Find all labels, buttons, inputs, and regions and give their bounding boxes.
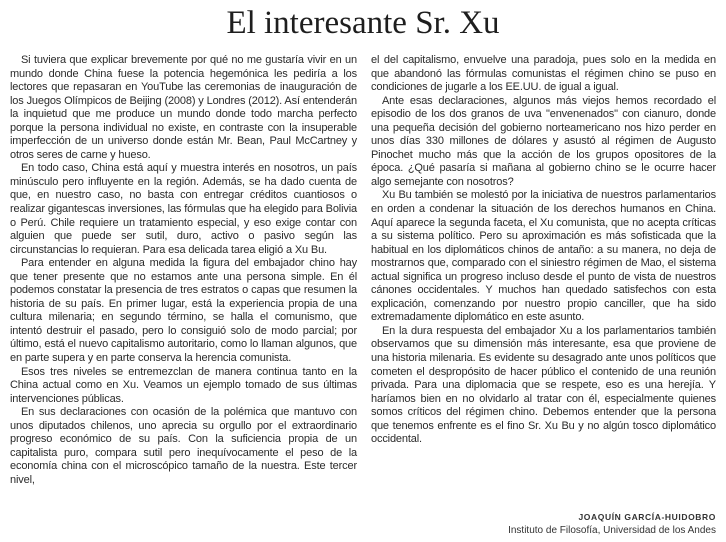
paragraph-continuation: el del capitalismo, envuelve una paradoja, pues solo en la medida en que abandonó las fórmulas comunistas el régimen chino se puso en condiciones de jugarle a los EE.UU. de igual a igual. xyxy=(371,54,716,94)
author-name: JOAQUÍN GARCÍA-HUIDOBRO xyxy=(578,512,716,522)
paragraph: En la dura respuesta del embajador Xu a los parlamentarios también observamos que su dimensión más interesante, esa que proviene de una historia milenaria. Es evidente su desagrado ante unos políticos que cometen el despropósito de hacer público el contenido de una reunión privada. Para una diplomacia que se respete, eso es una herejía. Y haríamos bien en no olvidarlo al tratar con él, especialmente quienes somos críticos del régimen chino. Debemos entender que la persona que tenemos enfrente es el fino Sr. Xu Bu y no algún tosco diplomático occidental. xyxy=(371,324,716,446)
left-column xyxy=(10,54,357,488)
paragraph: Esos tres niveles se entremezclan de manera continua tanto en la China actual como en Xu. Veamos un ejemplo tomado de sus últimas intervenciones públicas. xyxy=(10,365,357,405)
article-title: El interesante Sr. Xu xyxy=(226,5,500,41)
right-column xyxy=(371,54,716,447)
paragraph: En todo caso, China está aquí y muestra interés en nosotros, un país minúsculo pero influyente en la región. Además, se ha dado cuenta de que, en nuestro caso, no basta con entregar créditos cuantiosos o realizar gigantescas inversiones, las fórmulas que ha elegido para Bolivia o Perú. Chile requiere un tratamiento especial, y eso exige contar con alguien que puede ser sutil, duro, activo o pasivo según las circunstancias lo requieran. Para esa delicada tarea eligió a Xu Bu. xyxy=(10,162,357,256)
paragraph: Si tuviera que explicar brevemente por qué no me gustaría vivir en un mundo donde China fuese la potencia hegemónica les pediría a los lectores que repasaran en YouTube las ceremonias de inauguración de los Juegos Olímpicos de Beijing (2008) y Londres (2012). Así entenderán la inquietud que me produce un mundo donde todo marcha perfecto porque la persona individual no existe, en contraste con la insuperable imperfección de un universo donde están Mr. Bean, Paul McCartney y otros seres de carne y hueso. xyxy=(10,54,357,161)
paragraph: Para entender en alguna medida la figura del embajador chino hay que tener presente que no estamos ante una persona simple. En él podemos constatar la presencia de tres estratos o capas que resumen la historia de su país. En primer lugar, está la experiencia propia de una cultura milenaria; en segundo término, se halla el comunismo, que intentó destruir el pasado, pero lo consiguió solo de modo parcial; por último, está el nuevo capitalismo autoritario, como lo llaman algunos, que en parte supera y en parte conserva la herencia comunista. xyxy=(10,257,357,365)
author-institution: Instituto de Filosofía, Universidad de los Andes xyxy=(508,525,716,536)
paragraph: Xu Bu también se molestó por la iniciativa de nuestros parlamentarios en orden a condenar la situación de los derechos humanos en China. Aquí aparece la segunda faceta, el Xu comunista, que no acepta críticas a su sistema político. Pero su aproximación es más sofisticada que la habitual en los diplomáticos chinos de antaño: a su manera, no deja de mostrarnos que, comparado con el siniestro régimen de Mao, el sistema actual significa un progreso incluso desde el punto de vista de nuestros cánones occidentales. Y muchos han quedado satisfechos con esta explicación, comenzando por nuestro propio canciller, que ha sido extremadamente diplomático en este asunto. xyxy=(371,189,716,324)
paragraph: En sus declaraciones con ocasión de la polémica que mantuvo con unos diputados chilenos, uno aprecia su orgullo por el extraordinario progreso económico de su país. Con la suficiencia propia de un capitalista puro, compara sutil pero inequívocamente el peso de la economía china con el microscópico tamaño de la nuestra. Este tercer nivel, xyxy=(10,406,357,486)
byline xyxy=(508,511,716,537)
paragraph: Ante esas declaraciones, algunos más viejos hemos recordado el episodio de los dos granos de uva "envenenados" con cianuro, donde una pequeña decisión del gobierno norteamericano nos hizo perder en unos días 330 millones de dólares y asustó al régimen de Augusto Pinochet mucho más que la acción de los grupos opositores de la época. ¿Qué pasaría si mañana al gobierno chino se le ocurre hacer algo semejante con nosotros? xyxy=(371,94,716,188)
